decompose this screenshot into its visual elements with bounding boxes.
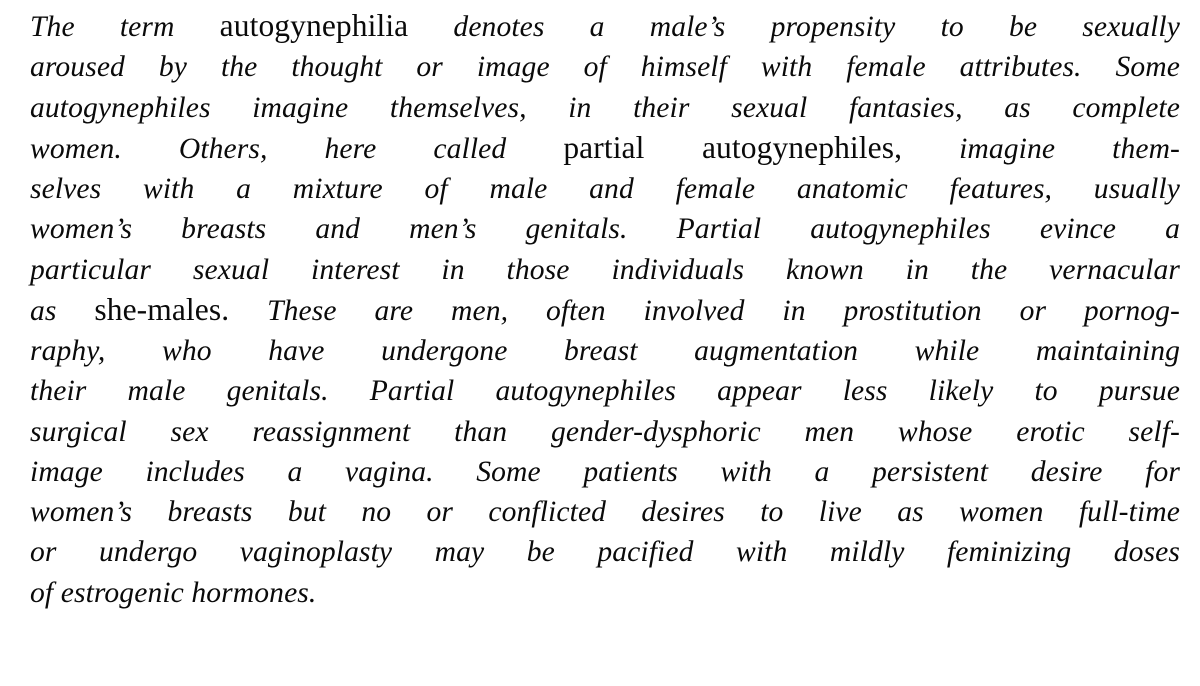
abstract-paragraph bbox=[30, 6, 1180, 613]
text-line bbox=[30, 371, 1180, 411]
text-line bbox=[30, 331, 1180, 371]
document-page bbox=[30, 6, 1180, 682]
text-line bbox=[30, 492, 1180, 532]
text-run: imagine them- bbox=[902, 132, 1180, 165]
defined-term: she-males. bbox=[94, 291, 230, 327]
text-run: women. Others, here called bbox=[30, 132, 564, 165]
text-line bbox=[30, 412, 1180, 452]
text-line bbox=[30, 47, 1180, 87]
text-run: women’s breasts but no or conflicted desires to live as women full-time bbox=[30, 496, 1180, 528]
text-line bbox=[30, 532, 1180, 572]
text-run: or undergo vaginoplasty may be pacified with mildly feminizing doses bbox=[30, 536, 1180, 569]
text-run: women’s breasts and men’s genitals. Partial autogynephiles evince a bbox=[30, 213, 1180, 246]
text-run: surgical sex reassignment than gender-dysphoric men whose erotic self- bbox=[30, 415, 1180, 448]
text-run: of estrogenic hormones. bbox=[30, 576, 317, 609]
text-line bbox=[30, 128, 1180, 169]
text-run: selves with a mixture of male and female anatomic features, usually bbox=[30, 173, 1180, 205]
text-run: These are men, often involved in prostitution or pornog- bbox=[229, 294, 1180, 327]
text-run: image includes a vagina. Some patients with a persistent desire for bbox=[30, 455, 1180, 488]
text-line bbox=[30, 290, 1180, 331]
text-line bbox=[30, 573, 1180, 613]
text-run: as bbox=[30, 294, 95, 327]
text-line bbox=[30, 250, 1180, 290]
text-line bbox=[30, 209, 1180, 249]
text-run: particular sexual interest in those individuals known in the vernacular bbox=[30, 253, 1180, 286]
defined-term: autogynephilia bbox=[219, 8, 409, 43]
text-run: aroused by the thought or image of himself with female attributes. Some bbox=[30, 51, 1180, 84]
text-run: autogynephiles imagine themselves, in their sexual fantasies, as complete bbox=[30, 91, 1180, 124]
text-line bbox=[30, 88, 1180, 128]
text-line bbox=[30, 169, 1180, 209]
text-line bbox=[30, 452, 1180, 492]
text-run: raphy, who have undergone breast augmentation while maintaining bbox=[30, 335, 1180, 367]
text-run: their male genitals. Partial autogynephiles appear less likely to pursue bbox=[30, 375, 1180, 408]
text-run: denotes a male’s propensity to be sexually bbox=[408, 11, 1180, 43]
text-line bbox=[30, 6, 1180, 47]
defined-term: partial autogynephiles, bbox=[563, 129, 903, 165]
text-run: The term bbox=[30, 11, 220, 43]
